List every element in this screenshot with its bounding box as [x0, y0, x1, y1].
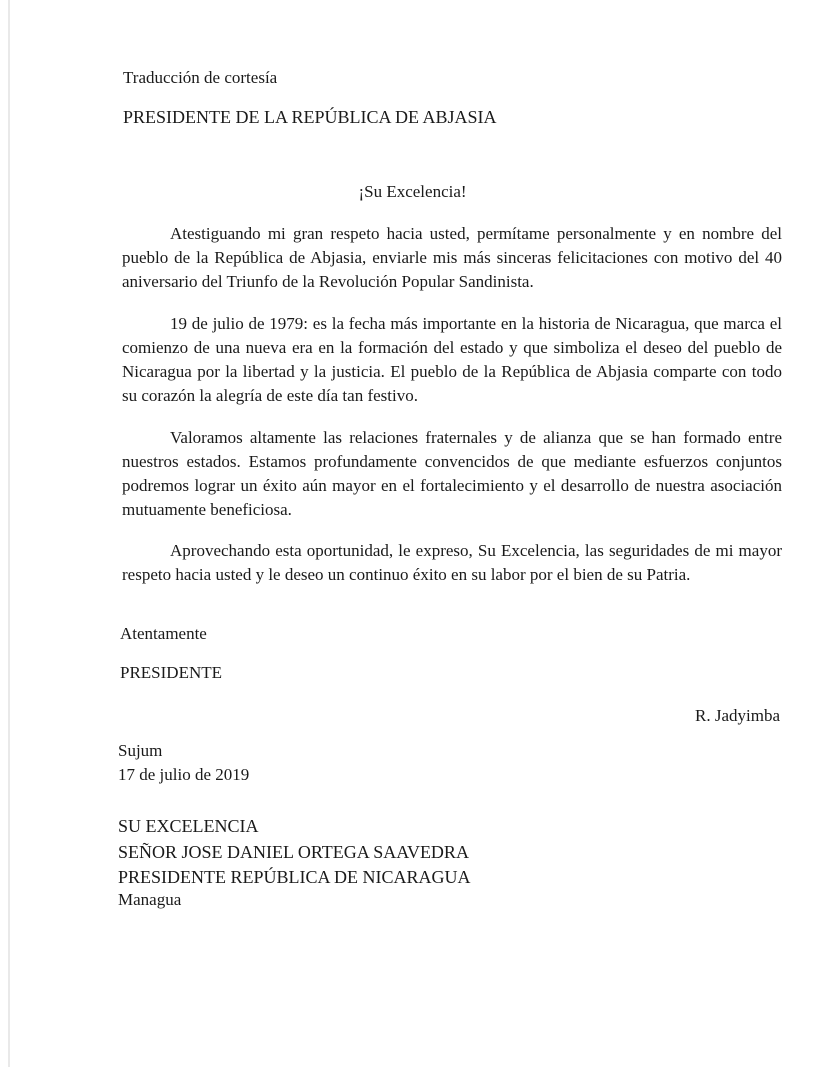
body-paragraph-3: Valoramos altamente las relaciones fraternales y de alianza que se han formado entre nuestros estados. Estamos profundamente convencidos de que mediante esfuerzos conjuntos podremos lograr un éxito aún mayor en el fortalecimiento y el desarrollo de nuestra asociación mutuamente beneficiosa.: [122, 428, 782, 519]
recipient-line-1: SU EXCELENCIA: [118, 816, 259, 836]
signer-name: R. Jadyimba: [695, 706, 780, 725]
letterhead-title: PRESIDENTE DE LA REPÚBLICA DE ABJASIA: [123, 107, 497, 127]
closing: Atentamente: [120, 624, 207, 643]
body-paragraph-4: Aprovechando esta oportunidad, le expreso, Su Excelencia, las seguridades de mi mayor respeto hacia usted y le deseo un continuo éxito en su labor por el bien de su Patria.: [122, 541, 782, 584]
body-paragraph-2: 19 de julio de 1979: es la fecha más importante en la historia de Nicaragua, que marca el comienzo de una nueva era en la formación del estado y que simboliza el deseo del pueblo de Nicaragua por la libertad y la justicia. El pueblo de la República de Abjasia comparte con todo su corazón la alegría de este día tan festivo.: [122, 314, 782, 405]
body-paragraph-1: Atestiguando mi gran respeto hacia usted, permítame personalmente y en nombre del pueblo de la República de Abjasia, enviarle mis más sinceras felicitaciones con motivo del 40 aniversario del Triunfo de la Revolución Popular Sandinista.: [122, 224, 782, 291]
salutation: ¡Su Excelencia!: [358, 182, 467, 201]
recipient-line-2: SEÑOR JOSE DANIEL ORTEGA SAAVEDRA: [118, 842, 469, 862]
place: Sujum: [118, 741, 163, 760]
recipient-line-3: PRESIDENTE REPÚBLICA DE NICARAGUA: [118, 867, 471, 887]
courtesy-translation-note: Traducción de cortesía: [123, 68, 278, 87]
signer-title: PRESIDENTE: [120, 663, 222, 682]
letter-date: 17 de julio de 2019: [118, 765, 250, 784]
recipient-city: Managua: [118, 890, 182, 909]
